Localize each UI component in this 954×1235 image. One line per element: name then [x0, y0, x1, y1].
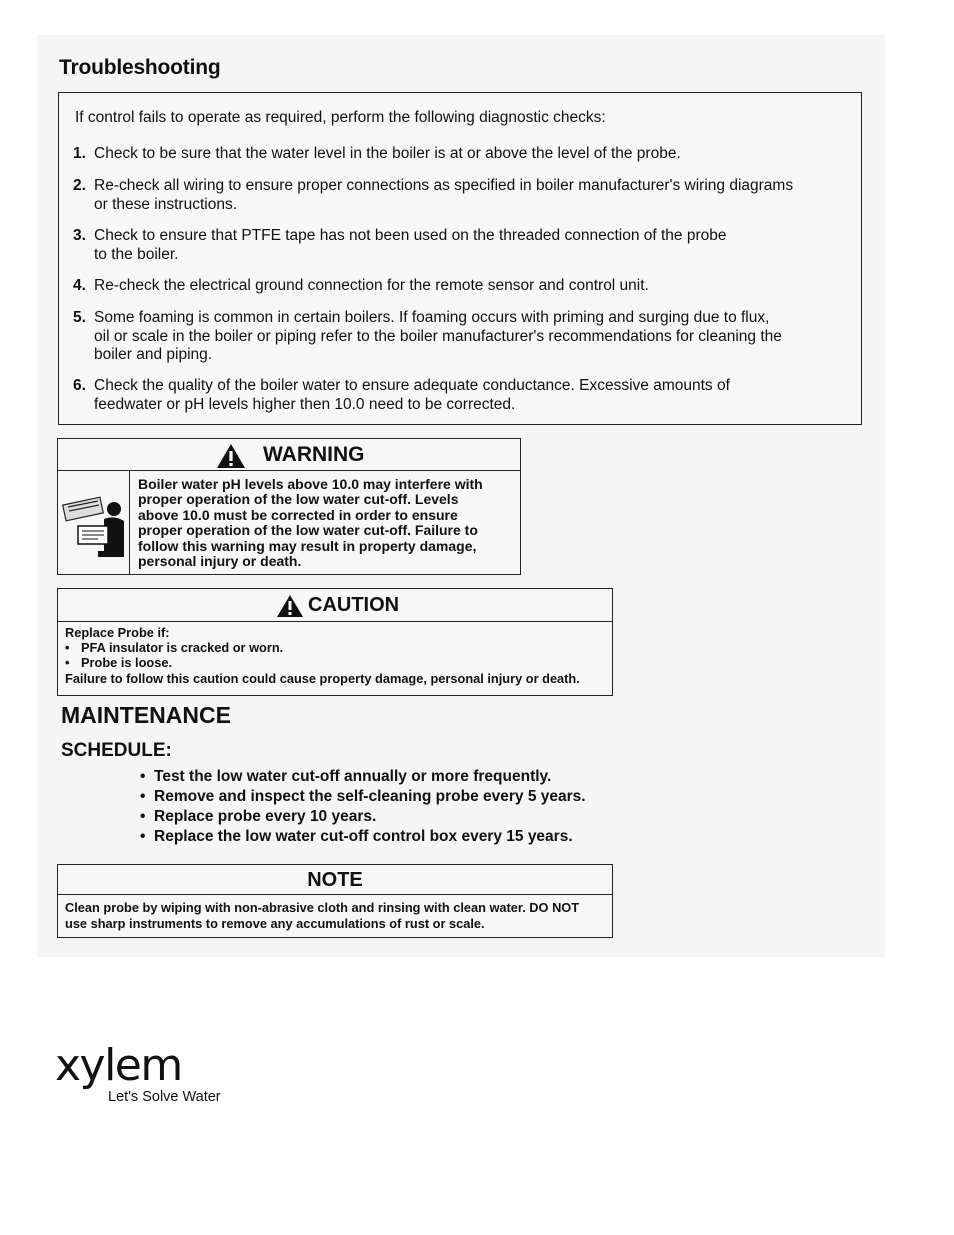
maintenance-heading: MAINTENANCE [61, 702, 231, 728]
schedule-heading: SCHEDULE: [61, 740, 172, 761]
step-5: 5. Some foaming is common in certain boilers. If foaming occurs with priming and surging due to flux, oil or scale in the boiler or piping refer to the boiler manufacturer's recommendations for cleaning the boiler and piping. [73, 309, 782, 363]
brand-name: xylem [55, 1040, 182, 1091]
step-4: 4. Re-check the electrical ground connection for the remote sensor and control unit. [73, 277, 649, 294]
note-box [57, 864, 613, 938]
step-1: 1. Check to be sure that the water level in the boiler is at or above the level of the probe. [73, 145, 681, 162]
note-label: NOTE [307, 869, 363, 891]
caution-box [57, 588, 613, 696]
person-reading-manual-icon [58, 471, 130, 574]
warning-triangle-icon [216, 443, 246, 469]
schedule-list [140, 767, 586, 847]
warning-label: WARNING [263, 443, 365, 466]
warning-header [58, 439, 520, 471]
caution-label: CAUTION [308, 594, 400, 616]
step-3: 3. Check to ensure that PTFE tape has not been used on the threaded connection of the probe to the boiler. [73, 227, 727, 263]
step-6: 6. Check the quality of the boiler water to ensure adequate conductance. Excessive amounts of feedwater or pH levels higher then 10.0 need to be corrected. [73, 377, 730, 413]
list-item: • Replace the low water cut-off control box every 15 years. [140, 828, 573, 845]
list-item: • Remove and inspect the self-cleaning probe every 5 years. [140, 788, 586, 805]
caution-header [58, 589, 612, 622]
xylem-logo [55, 1040, 182, 1091]
step-2: 2. Re-check all wiring to ensure proper connections as specified in boiler manufacturer's wiring diagrams or these instructions. [73, 177, 794, 213]
note-text: Clean probe by wiping with non-abrasive cloth and rinsing with clean water. DO NOT use sharp instruments to remove any accumulations of rust or scale. [65, 900, 580, 931]
note-header [58, 865, 612, 895]
list-item: • Replace probe every 10 years. [140, 808, 377, 825]
caution-text: Replace Probe if: • PFA insulator is cracked or worn. • Probe is loose. Failure to follow this caution could cause property damage, personal injury or death. [65, 625, 610, 686]
list-item: • Test the low water cut-off annually or more frequently. [140, 768, 552, 785]
brand-tagline: Let's Solve Water [108, 1089, 221, 1105]
troubleshooting-heading: Troubleshooting [59, 56, 221, 79]
troubleshooting-box [58, 92, 862, 425]
warning-text: Boiler water pH levels above 10.0 may interfere with proper operation of the low water cut-off. Levels above 10.0 must be corrected in order to ensure proper operation of the low water cut-off. Failure to follow this warning may result in property damage, personal injury or death. [138, 476, 483, 570]
caution-triangle-icon [276, 594, 304, 618]
warning-pictogram-cell [58, 471, 130, 574]
warning-box [57, 438, 521, 575]
caution-bullet: • PFA insulator is cracked or worn. [65, 640, 284, 656]
caution-bullet: • Probe is loose. [65, 655, 173, 671]
troubleshooting-intro: If control fails to operate as required, perform the following diagnostic checks: [75, 109, 606, 126]
